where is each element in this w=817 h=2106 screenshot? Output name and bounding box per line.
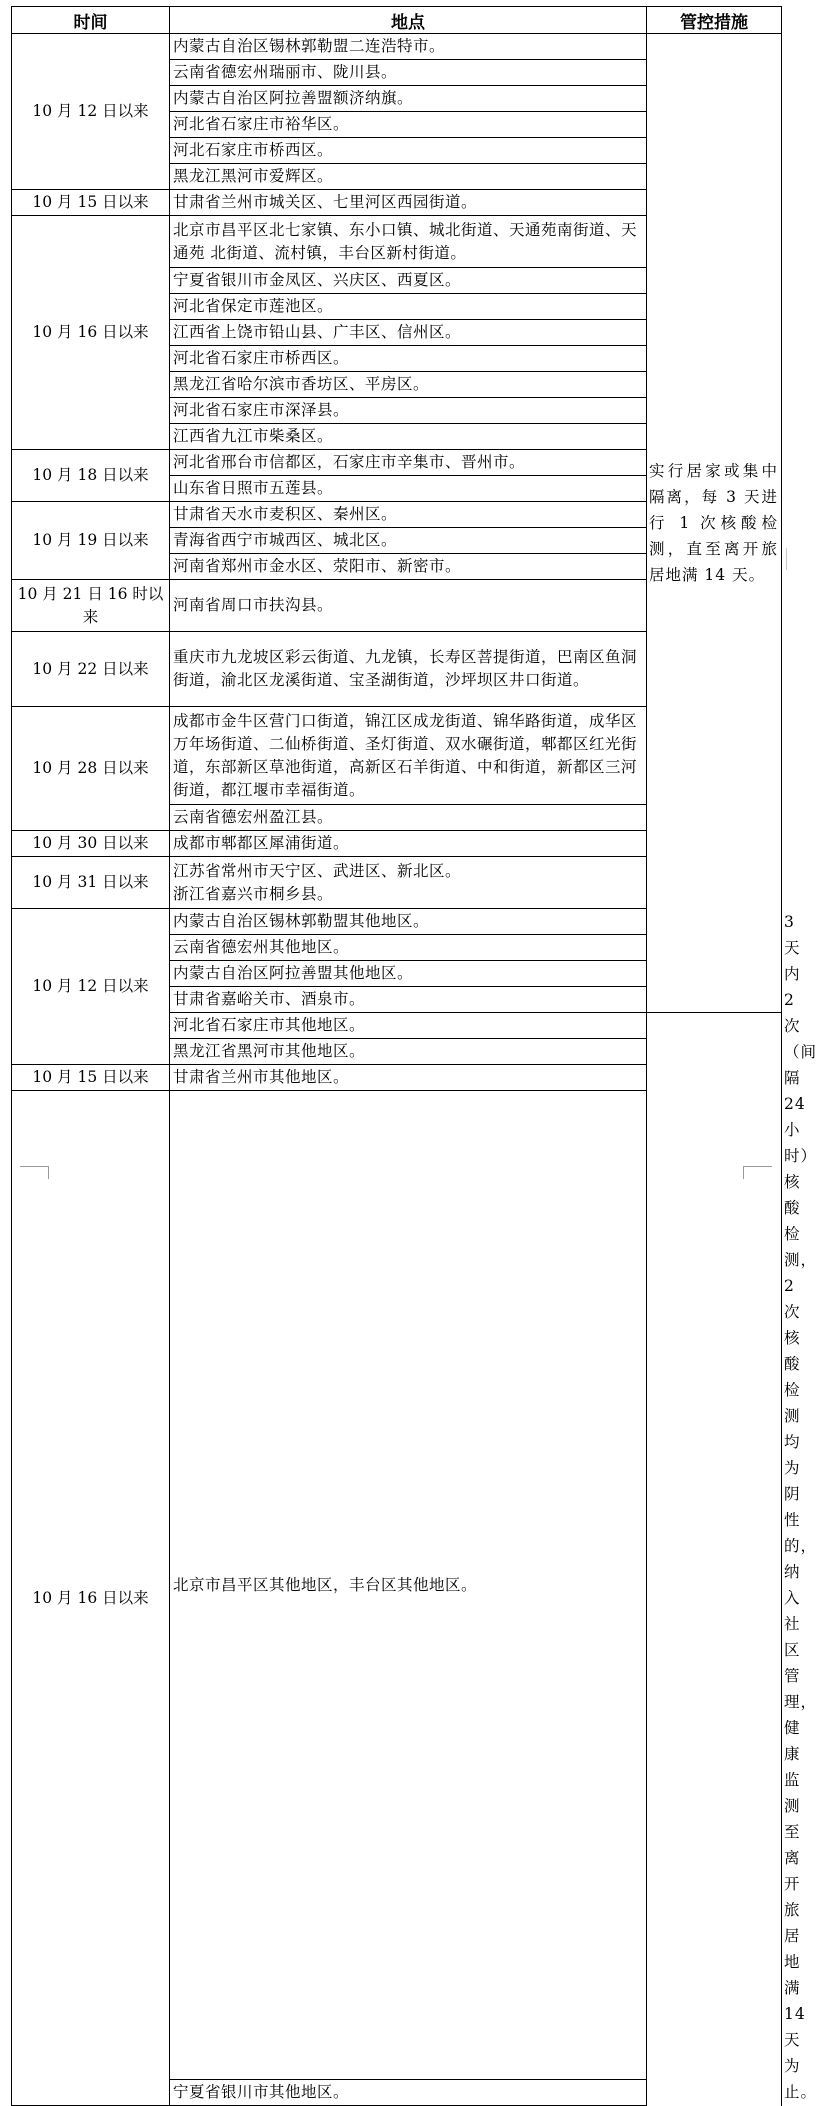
place-cell: 河北省邢台市信都区，石家庄市辛集市、晋州市。 xyxy=(170,450,647,476)
place-cell: 黑龙江黑河市爱辉区。 xyxy=(170,164,647,190)
time-cell: 10 月 30 日以来 xyxy=(12,831,170,857)
time-cell: 10 月 16 日以来 xyxy=(12,216,170,450)
table-header-row xyxy=(12,7,782,34)
time-cell: 10 月 19 日以来 xyxy=(12,502,170,580)
place-cell: 云南省德宏州瑞丽市、陇川县。 xyxy=(170,60,647,86)
place-cell: 内蒙古自治区阿拉善盟其他地区。 xyxy=(170,961,647,987)
place-cell: 河北省保定市莲池区。 xyxy=(170,294,647,320)
place-cell: 江西省上饶市铅山县、广丰区、信州区。 xyxy=(170,320,647,346)
place-cell: 江苏省常州市天宁区、武进区、新北区。 浙江省嘉兴市桐乡县。 xyxy=(170,857,647,909)
place-cell: 黑龙江省黑河市其他地区。 xyxy=(170,1039,647,1065)
place-cell: 成都市金牛区营门口街道，锦江区成龙街道、锦华路街道，成华区万年场街道、二仙桥街道、圣灯街道、双水碾街道，郫都区红光街道，东部新区草池街道，高新区石羊街道、中和街道，新都区三河街道，都江堰市幸福街道。 xyxy=(170,707,647,805)
place-cell: 河北省石家庄市其他地区。 xyxy=(170,1013,647,1039)
place-column-header: 地点 xyxy=(170,7,647,34)
measure-cell-quarantine: 实行居家或集中隔离，每 3 天进行 1 次核酸检测，直至离开旅居地满 14 天。 xyxy=(647,34,782,1013)
time-cell: 10 月 31 日以来 xyxy=(12,857,170,909)
place-cell: 黑龙江省哈尔滨市香坊区、平房区。 xyxy=(170,372,647,398)
place-cell: 云南省德宏州其他地区。 xyxy=(170,935,647,961)
page-corner-mark-right xyxy=(743,1166,772,1179)
place-cell: 甘肃省兰州市城关区、七里河区西园街道。 xyxy=(170,190,647,216)
time-cell: 10 月 15 日以来 xyxy=(12,190,170,216)
place-cell: 山东省日照市五莲县。 xyxy=(170,476,647,502)
time-cell: 10 月 12 日以来 xyxy=(12,34,170,190)
place-cell: 河北石家庄市桥西区。 xyxy=(170,138,647,164)
control-measures-table xyxy=(11,6,817,2106)
place-cell: 甘肃省天水市麦积区、秦州区。 xyxy=(170,502,647,528)
place-cell: 内蒙古自治区锡林郭勒盟二连浩特市。 xyxy=(170,34,647,60)
page-corner-mark-left xyxy=(20,1166,49,1179)
place-cell: 内蒙古自治区锡林郭勒盟其他地区。 xyxy=(170,909,647,935)
table-row xyxy=(12,34,782,60)
place-cell: 甘肃省兰州市其他地区。 xyxy=(170,1065,647,1091)
place-cell: 北京市昌平区其他地区，丰台区其他地区。 xyxy=(170,1091,647,2080)
place-cell: 河北省石家庄市深泽县。 xyxy=(170,398,647,424)
page-edge-mark xyxy=(786,548,792,570)
time-cell: 10 月 22 日以来 xyxy=(12,632,170,707)
place-cell: 成都市郫都区犀浦街道。 xyxy=(170,831,647,857)
table-row xyxy=(12,1091,782,2080)
time-column-header: 时间 xyxy=(12,7,170,34)
place-cell: 北京市昌平区北七家镇、东小口镇、城北街道、天通苑南街道、天通苑 北街道、流村镇，丰台区新村街道。 xyxy=(170,216,647,268)
place-cell: 河南省郑州市金水区、荥阳市、新密市。 xyxy=(170,554,647,580)
place-cell: 甘肃省嘉峪关市、酒泉市。 xyxy=(170,987,647,1013)
time-cell: 10 月 16 日以来 xyxy=(12,1091,170,2106)
place-cell: 青海省西宁市城西区、城北区。 xyxy=(170,528,647,554)
time-cell: 10 月 15 日以来 xyxy=(12,1065,170,1091)
time-cell: 10 月 18 日以来 xyxy=(12,450,170,502)
time-cell: 10 月 21 日 16 时以来 xyxy=(12,580,170,632)
place-cell: 河北省石家庄市裕华区。 xyxy=(170,112,647,138)
place-cell: 江西省九江市柴桑区。 xyxy=(170,424,647,450)
place-cell: 内蒙古自治区阿拉善盟额济纳旗。 xyxy=(170,86,647,112)
table-row xyxy=(12,1065,782,1091)
place-cell: 宁夏省银川市其他地区。 xyxy=(170,2080,647,2106)
time-cell: 10 月 28 日以来 xyxy=(12,707,170,831)
place-cell: 云南省德宏州盈江县。 xyxy=(170,805,647,831)
place-cell: 河北省石家庄市桥西区。 xyxy=(170,346,647,372)
time-cell: 10 月 12 日以来 xyxy=(12,909,170,1065)
table-row: 10 月 12 日以来 内蒙古自治区锡林郭勒盟其他地区。 3 天内 2 次（间隔 24 小时）核酸检测，2 次核酸检测均为阴性的，纳入社区管理，健康监测至离开旅居地满 14 天为止。 xyxy=(12,909,782,935)
place-cell: 重庆市九龙坡区彩云街道、九龙镇，长寿区菩提街道，巴南区鱼洞街道，渝北区龙溪街道、宝圣湖街道，沙坪坝区井口街道。 xyxy=(170,632,647,707)
place-cell: 河南省周口市扶沟县。 xyxy=(170,580,647,632)
place-cell: 宁夏省银川市金凤区、兴庆区、西夏区。 xyxy=(170,268,647,294)
measure-column-header: 管控措施 xyxy=(647,7,782,34)
